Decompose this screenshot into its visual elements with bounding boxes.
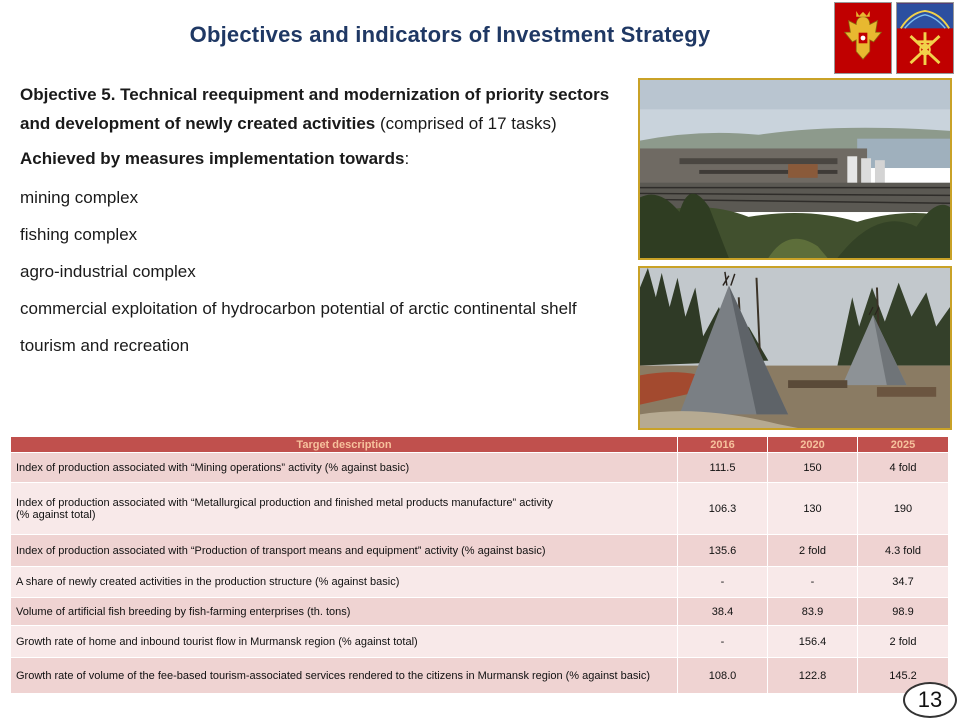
- column-header: Target description: [11, 437, 678, 453]
- value-2025: 145.2: [858, 658, 949, 694]
- value-2016: 135.6: [678, 535, 768, 567]
- emblems: [834, 2, 954, 74]
- objective-note: (comprised of 17 tasks): [379, 114, 557, 133]
- achieved-line: [20, 144, 620, 173]
- value-2016: 111.5: [678, 453, 768, 483]
- value-2025: 98.9: [858, 598, 949, 626]
- table-row: [11, 658, 949, 694]
- target-description: Growth rate of volume of the fee-based tourism-associated services rendered to the citizens in Murmansk region (% against basic): [11, 658, 678, 694]
- table-row: [11, 626, 949, 658]
- murmansk-region-coat-of-arms-icon: [896, 2, 954, 74]
- target-description: Index of production associated with “Metallurgical production and finished metal products manufacture” activity (% against total): [11, 483, 678, 535]
- value-2025: 2 fold: [858, 626, 949, 658]
- achieved-label: Achieved by measures implementation towards: [20, 149, 405, 168]
- sector-item: commercial exploitation of hydrocarbon potential of arctic continental shelf: [20, 299, 577, 318]
- value-2020: 2 fold: [768, 535, 858, 567]
- target-description: Index of production associated with “Production of transport means and equipment” activity (% against basic): [11, 535, 678, 567]
- value-2020: 150: [768, 453, 858, 483]
- value-2016: 108.0: [678, 658, 768, 694]
- sector-item: mining complex: [20, 188, 139, 207]
- value-2016: -: [678, 567, 768, 598]
- objective-heading: [20, 80, 620, 138]
- value-2020: 122.8: [768, 658, 858, 694]
- port-panorama-photo: [638, 78, 952, 260]
- column-header: 2020: [768, 437, 858, 453]
- table-row: [11, 567, 949, 598]
- value-2025: 34.7: [858, 567, 949, 598]
- indicators-table: [10, 436, 949, 694]
- target-description: Index of production associated with “Mining operations” activity (% against basic): [11, 453, 678, 483]
- russian-coat-of-arms-icon: [834, 2, 892, 74]
- value-2020: 83.9: [768, 598, 858, 626]
- table-row: [11, 598, 949, 626]
- value-2020: 130: [768, 483, 858, 535]
- objective-heading-text: Objective 5. Technical reequipment and modernization of priority sectors and development of newly created activities: [20, 85, 610, 133]
- value-2020: 156.4: [768, 626, 858, 658]
- sector-item: tourism and recreation: [20, 336, 190, 355]
- page-title: Objectives and indicators of Investment Strategy: [189, 22, 711, 47]
- value-2016: 38.4: [678, 598, 768, 626]
- table-header-row: [11, 437, 949, 453]
- table-row: [11, 535, 949, 567]
- value-2020: -: [768, 567, 858, 598]
- target-description: A share of newly created activities in the production structure (% against basic): [11, 567, 678, 598]
- achieved-suffix: :: [404, 149, 410, 168]
- objective-text-block: [20, 80, 620, 358]
- sector-item: agro-industrial complex: [20, 262, 196, 281]
- value-2016: 106.3: [678, 483, 768, 535]
- table-row: [11, 483, 949, 535]
- column-header: 2025: [858, 437, 949, 453]
- value-2016: -: [678, 626, 768, 658]
- column-header: 2016: [678, 437, 768, 453]
- value-2025: 4 fold: [858, 453, 949, 483]
- sector-item: fishing complex: [20, 225, 138, 244]
- value-2025: 190: [858, 483, 949, 535]
- target-description: Growth rate of home and inbound tourist flow in Murmansk region (% against total): [11, 626, 678, 658]
- tents-photo: [638, 266, 952, 430]
- value-2025: 4.3 fold: [858, 535, 949, 567]
- page-number: 13: [903, 682, 957, 718]
- table-row: [11, 453, 949, 483]
- target-description: Volume of artificial fish breeding by fish-farming enterprises (th. tons): [11, 598, 678, 626]
